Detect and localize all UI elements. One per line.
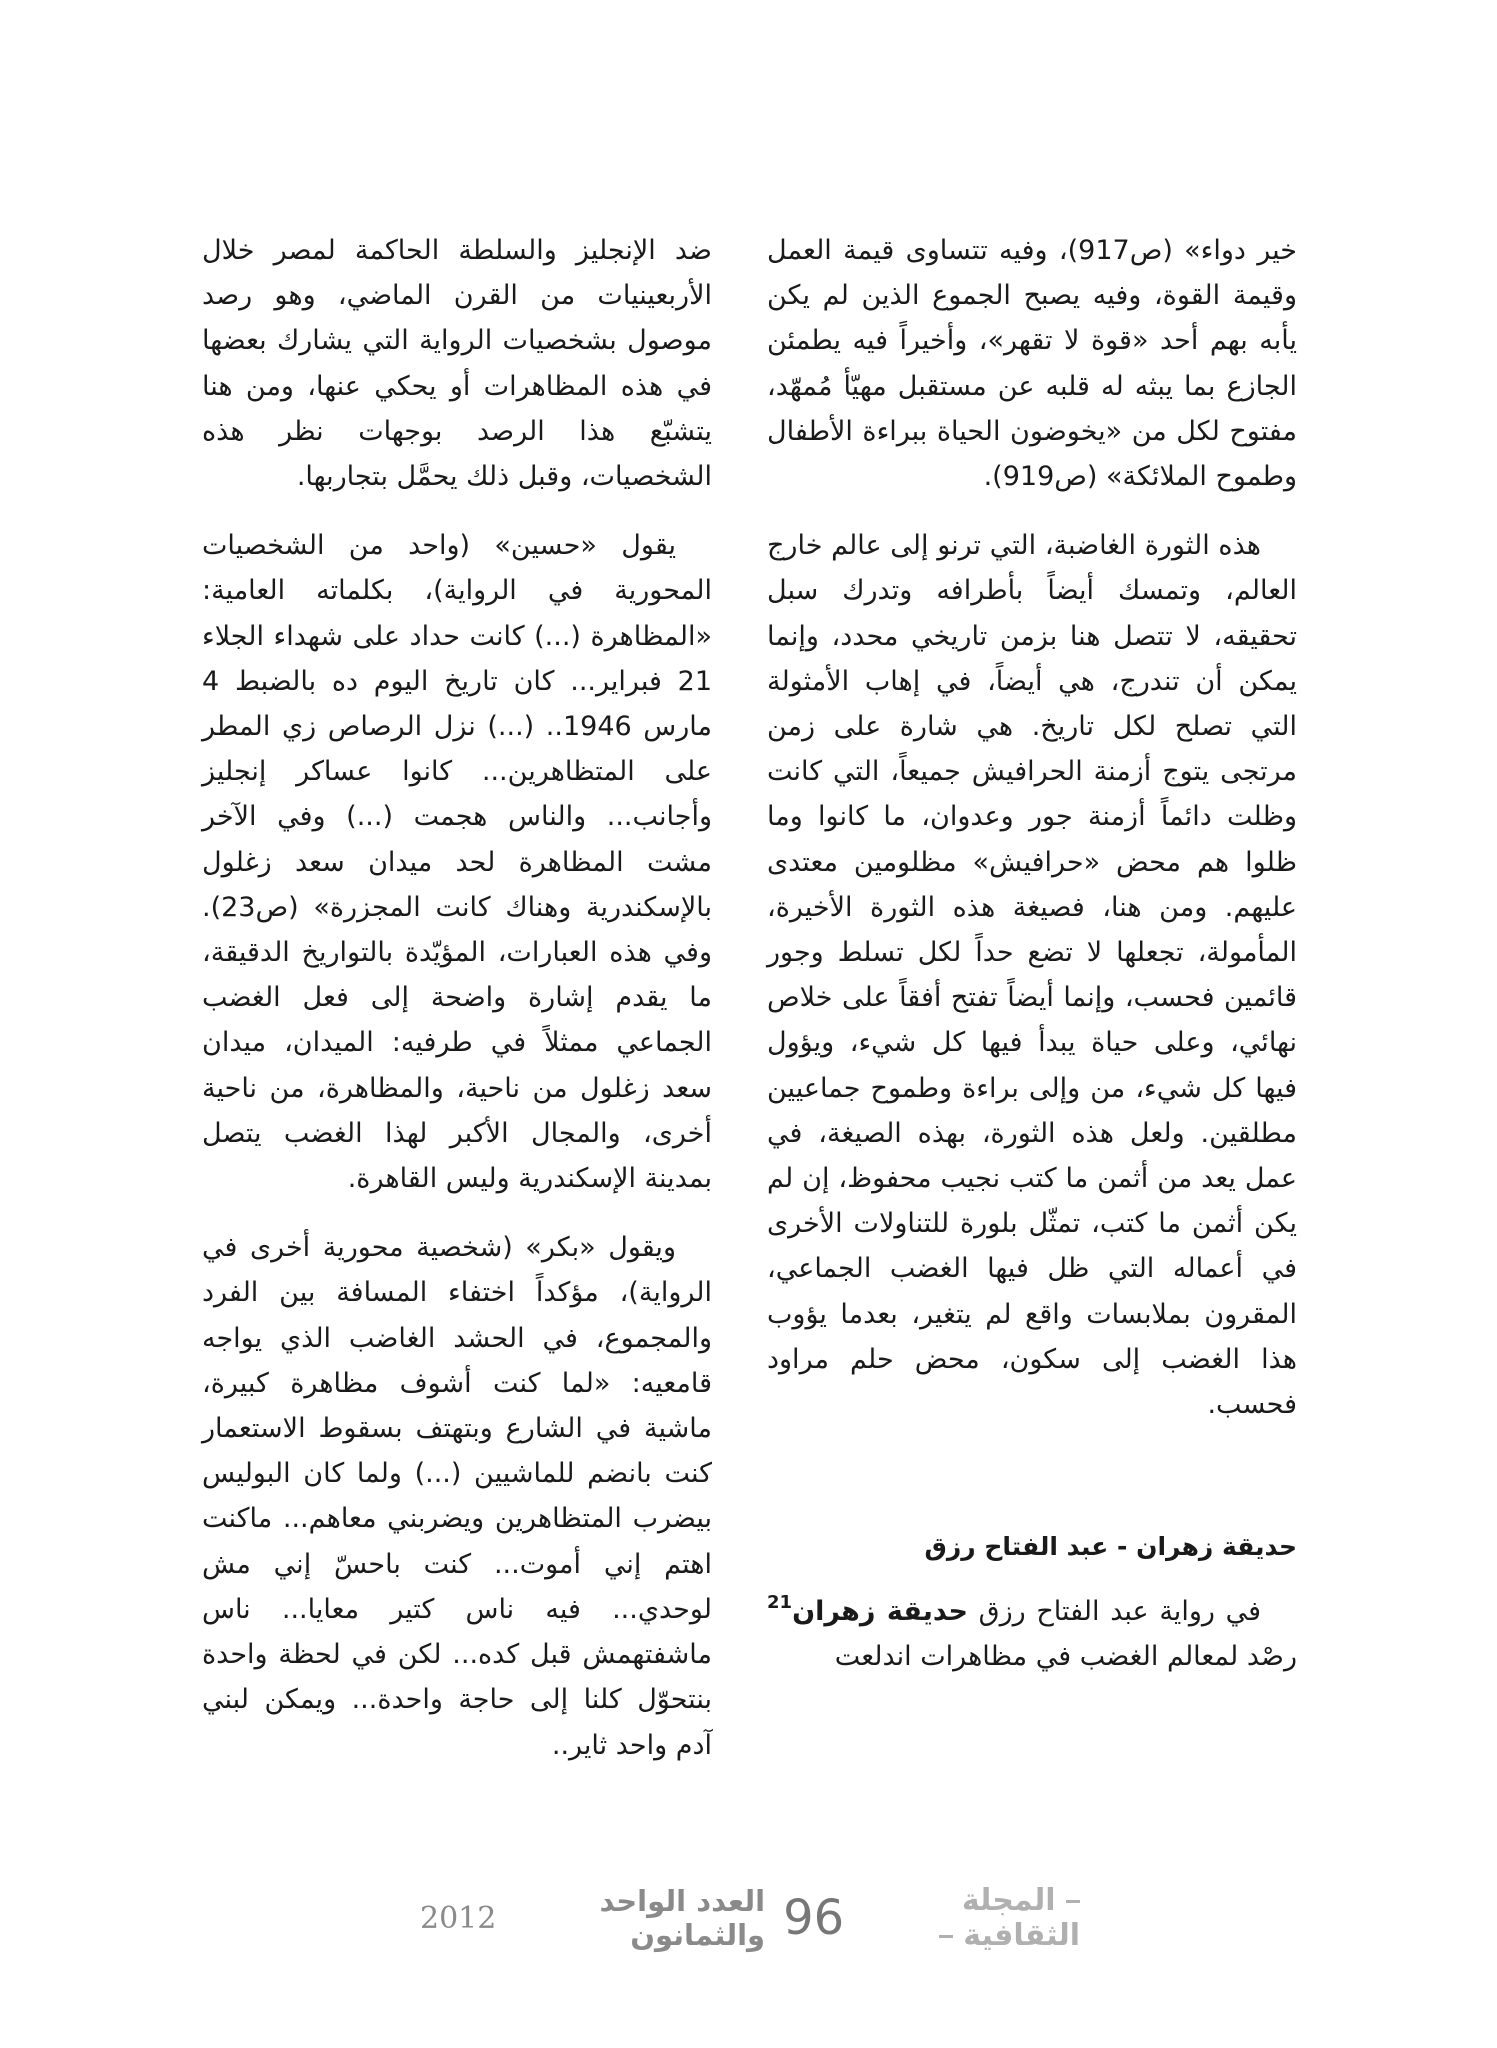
footer-issue: العدد الواحد والثمانون [599,1884,766,1952]
footer-year: 2012 [420,1900,497,1936]
novel-title: حديقة زهران [792,1596,968,1628]
section-title: حديقة زهران - عبد الفتاح رزق [924,1532,1297,1562]
left-paragraph-2: يقول «حسين» (واحد من الشخصيات المحورية في الرواية)، بكلماته العامية: «المظاهرة (...) كانت حداد على شهداء الجلاء 21 فبراير... كان تاريخ اليوم ده بالضبط 4 مارس 1946.. (...) نزل الرصاص زي المطر على المتظاهرين... كانوا عساكر إنجليز وأجانب... والناس هجمت (...) وفي الآخر مشت المظاهرة لحد ميدان سعد زغلول بالإسكندرية وهناك كانت المجزرة» (ص23). وفي هذه العبارات، المؤيّدة بالتواريخ الدقيقة، ما يقدم إشارة واضحة إلى فعل الغضب الجماعي ممثلاً في طرفيه: الميدان، ميدان سعد زغلول من ناحية، والمظاهرة، من ناحية أخرى، والمجال الأكبر لهذا الغضب يتصل بمدينة الإسكندرية وليس القاهرة. [202,530,712,1195]
right-paragraph-3 [767,1589,1297,1679]
page-footer [420,1883,1080,1953]
brand-dash-icon [1066,1900,1080,1903]
left-column [202,228,712,1768]
right-column [767,228,1297,1680]
right-paragraph-1: خير دواء» (ص917)، وفيه تتساوى قيمة العمل وقيمة القوة، وفيه يصبح الجموع الذين لم يكن يأبه بهم أحد «قوة لا تقهر»، وأخيراً فيه يطمئن الجازع بما يبثه له قلبه عن مستقبل مهيّأ مُمهّد، مفتوح لكل من «يخوضون الحياة ببراءة الأطفال وطموح الملائكة» (ص919). [767,235,1297,493]
paragraph-3-end: رصْد لمعالم الغضب في مظاهرات اندلعت [834,1641,1297,1673]
brand-dash-icon [939,1935,953,1938]
footer-brand [862,1883,1080,1953]
left-paragraph-1: ضد الإنجليز والسلطة الحاكمة لمصر خلال الأربعينيات من القرن الماضي، وهو رصد موصول بشخصيات الرواية التي يشارك بعضها في هذه المظاهرات أو يحكي عنها، ومن هنا يتشبّع هذا الرصد بوجهات نظر هذه الشخصيات، وقبل ذلك يحمَّل بتجاربها. [202,235,712,493]
paragraph-3-start: في رواية عبد الفتاح رزق [967,1596,1261,1628]
right-paragraph-2: هذه الثورة الغاضبة، التي ترنو إلى عالم خارج العالم، وتمسك أيضاً بأطرافه وتدرك سبل تحقيقه، لا تتصل هنا بزمن تاريخي محدد، وإنما يمكن أن تندرج، هي أيضاً، في إهاب الأمثولة التي تصلح لكل تاريخ. هي شارة على زمن مرتجى يتوج أزمنة الحرافيش جميعاً، التي كانت وظلت دائماً أزمنة جور وعدوان، ما كانوا وما ظلوا هم محض «حرافيش» مظلومين معتدى عليهم. ومن هنا، فصيغة هذه الثورة الأخيرة، المأمولة، تجعلها لا تضع حداً لكل تسلط وجور قائمين فحسب، وإنما أيضاً تفتح أفقاً على خلاص نهائي، وعلى حياة يبدأ فيها كل شيء، ويؤول فيها كل شيء، من وإلى براءة وطموح جماعيين مطلقين. ولعل هذه الثورة، بهذه الصيغة، في عمل يعد من أثمن ما كتب نجيب محفوظ، إن لم يكن أثمن ما كتب، تمثّل بلورة للتناولات الأخرى في أعماله التي ظل فيها الغضب الجماعي، المقرون بملابسات واقع لم يتغير، بعدما يؤوب هذا الغضب إلى سكون، محض حلم مراود فحسب. [767,530,1297,1421]
left-paragraph-3: ويقول «بكر» (شخصية محورية أخرى في الرواية)، مؤكداً اختفاء المسافة بين الفرد والمجموع، في الحشد الغاضب الذي يواجه قامعيه: «لما كنت أشوف مظاهرة كبيرة، ماشية في الشارع وبتهتف بسقوط الاستعمار كنت بانضم للماشيين (...) ولما كان البوليس بيضرب المتظاهرين ويضربني معاهم... ماكنت اهتم إني أموت... كنت باحسّ إني مش لوحدي... فيه ناس كتير معايا... ناس ماشفتهمش قبل كده... لكن في لحظة واحدة بنتحوّل كلنا إلى حاجة واحدة... ويمكن لبني آدم واحد ثاير.. [202,1232,712,1761]
footnote-ref: 21 [767,1592,793,1614]
page-number: 96 [783,1890,845,1946]
brand-text: المجلة الثقافية [961,1883,1080,1953]
